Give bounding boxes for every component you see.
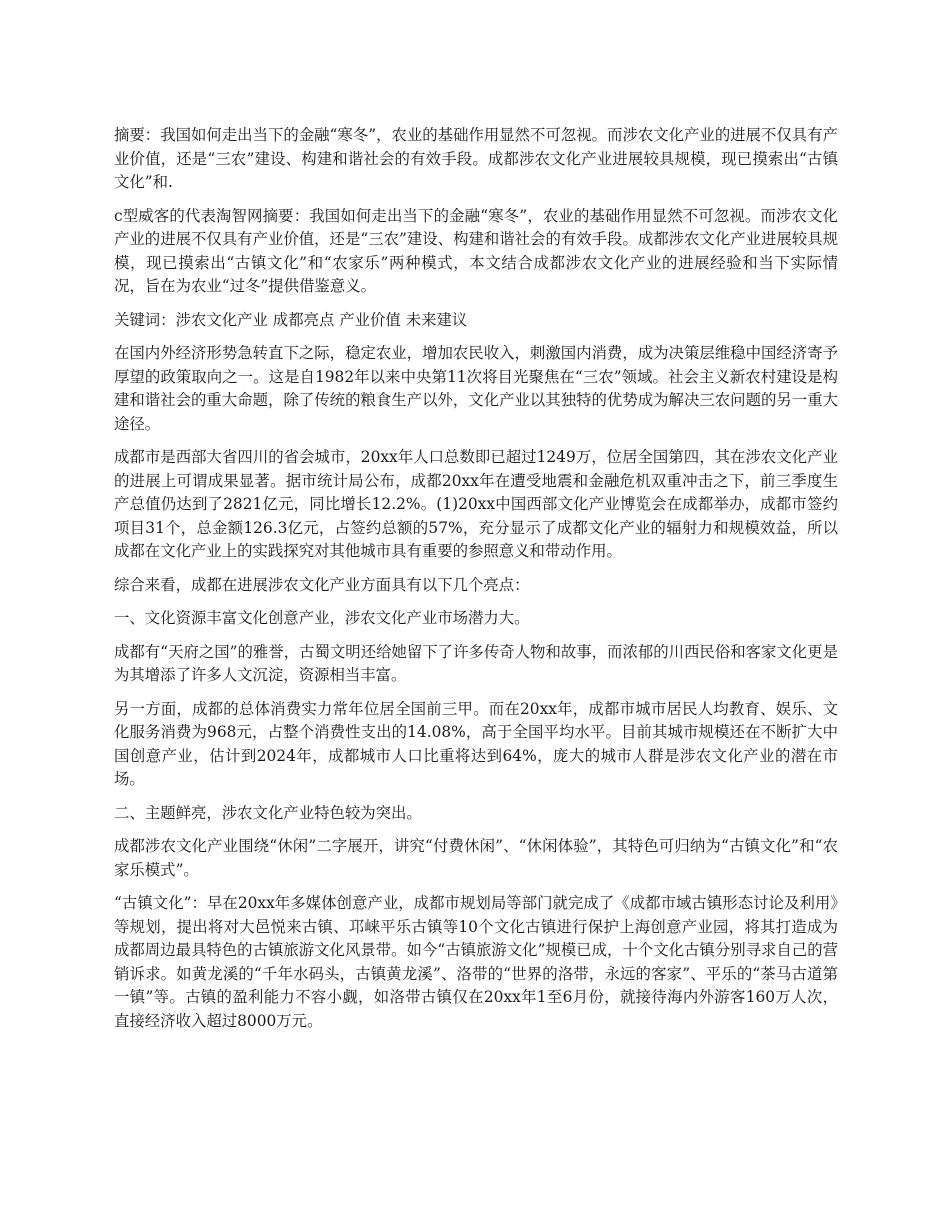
- body-paragraph: 成都市是西部大省四川的省会城市，20xx年人口总数即已超过1249万，位居全国第四，其在涉农文化产业的进展上可谓成果显著。据市统计局公布，成都20xx年在遭受地震和金融危机双重冲击之下，前三季度生产总值仍达到了2821亿元，同比增长12.2%。(1)20xx中国西部文化产业博览会在成都举办，成都市签约项目31个，总金额126.3亿元，占签约总额的57%，充分显示了成都文化产业的辐射力和规模效益，所以成都在文化产业上的实践探究对其他城市具有重要的参照意义和带动作用。: [114, 448, 838, 560]
- body-paragraph: “古镇文化”：早在20xx年多媒体创意产业，成都市规划局等部门就完成了《成都市域古镇形态讨论及利用》等规划，提出将对大邑悦来古镇、邛崃平乐古镇等10个文化古镇进行保护上海创意产业园，将其打造成为成都周边最具特色的古镇旅游文化风景带。如今“古镇旅游文化”规模已成，十个文化古镇分别寻求自己的营销诉求。如黄龙溪的“千年水码头，古镇黄龙溪”、洛带的“世界的洛带，永远的客家”、平乐的“茶马古道第一镇”等。古镇的盈利能力不容小觑，如洛带古镇仅在20xx年1至6月份，就接待海内外游客160万人次，直接经济收入超过8000万元。: [114, 894, 838, 1030]
- body-paragraph: 成都有“天府之国”的雅誉，古蜀文明还给她留下了许多传奇人物和故事，而浓郁的川西民俗和客家文化更是为其增添了许多人文沉淀，资源相当丰富。: [114, 642, 838, 684]
- keywords-paragraph: 关键词：涉农文化产业 成都亮点 产业价值 未来建议: [114, 310, 468, 329]
- document-page: [114, 124, 838, 1043]
- abstract-repeat-paragraph: c型威客的代表淘智网摘要：我国如何走出当下的金融“寒冬”，农业的基础作用显然不可忽视。而涉农文化产业的进展不仅具有产业价值，还是“三农”建设、构建和谐社会的有效手段。成都涉农文化产业进展较具规模，现已摸索出“古镇文化”和“农家乐”两种模式，本文结合成都涉农文化产业的进展经验和当下实际情况，旨在为农业“过冬”提供借鉴意义。: [114, 206, 838, 295]
- section-heading: 二、主题鲜亮，涉农文化产业特色较为突出。: [114, 803, 422, 822]
- body-paragraph: 另一方面，成都的总体消费实力常年位居全国前三甲。而在20xx年，成都市城市居民人均教育、娱乐、文化服务消费为968元，占整个消费性支出的14.08%，高于全国平均水平。目前其城市规模还在不断扩大中国创意产业，估计到2024年，成都城市人口比重将达到64%，庞大的城市人群是涉农文化产业的潜在市场。: [114, 699, 838, 788]
- body-paragraph: 综合来看，成都在进展涉农文化产业方面具有以下几个亮点：: [114, 575, 530, 594]
- body-paragraph: 成都涉农文化产业围绕“休闲”二字展开，讲究“付费休闲”、“休闲体验”，其特色可归纳为“古镇文化”和“农家乐模式”。: [114, 837, 838, 879]
- body-paragraph: 在国内外经济形势急转直下之际，稳定农业，增加农民收入，刺激国内消费，成为决策层维稳中国经济寄予厚望的政策取向之一。这是自1982年以来中央第11次将目光聚焦在“三农”领域。社会主义新农村建设是构建和谐社会的重大命题，除了传统的粮食生产以外，文化产业以其独特的优势成为解决三农问题的另一重大途径。: [114, 344, 838, 433]
- abstract-paragraph: 摘要：我国如何走出当下的金融“寒冬”，农业的基础作用显然不可忽视。而涉农文化产业的进展不仅具有产业价值，还是“三农”建设、构建和谐社会的有效手段。成都涉农文化产业进展较具规模，现已摸索出“古镇文化”和.: [114, 126, 838, 191]
- section-heading: 一、文化资源丰富文化创意产业，涉农文化产业市场潜力大。: [114, 609, 530, 627]
